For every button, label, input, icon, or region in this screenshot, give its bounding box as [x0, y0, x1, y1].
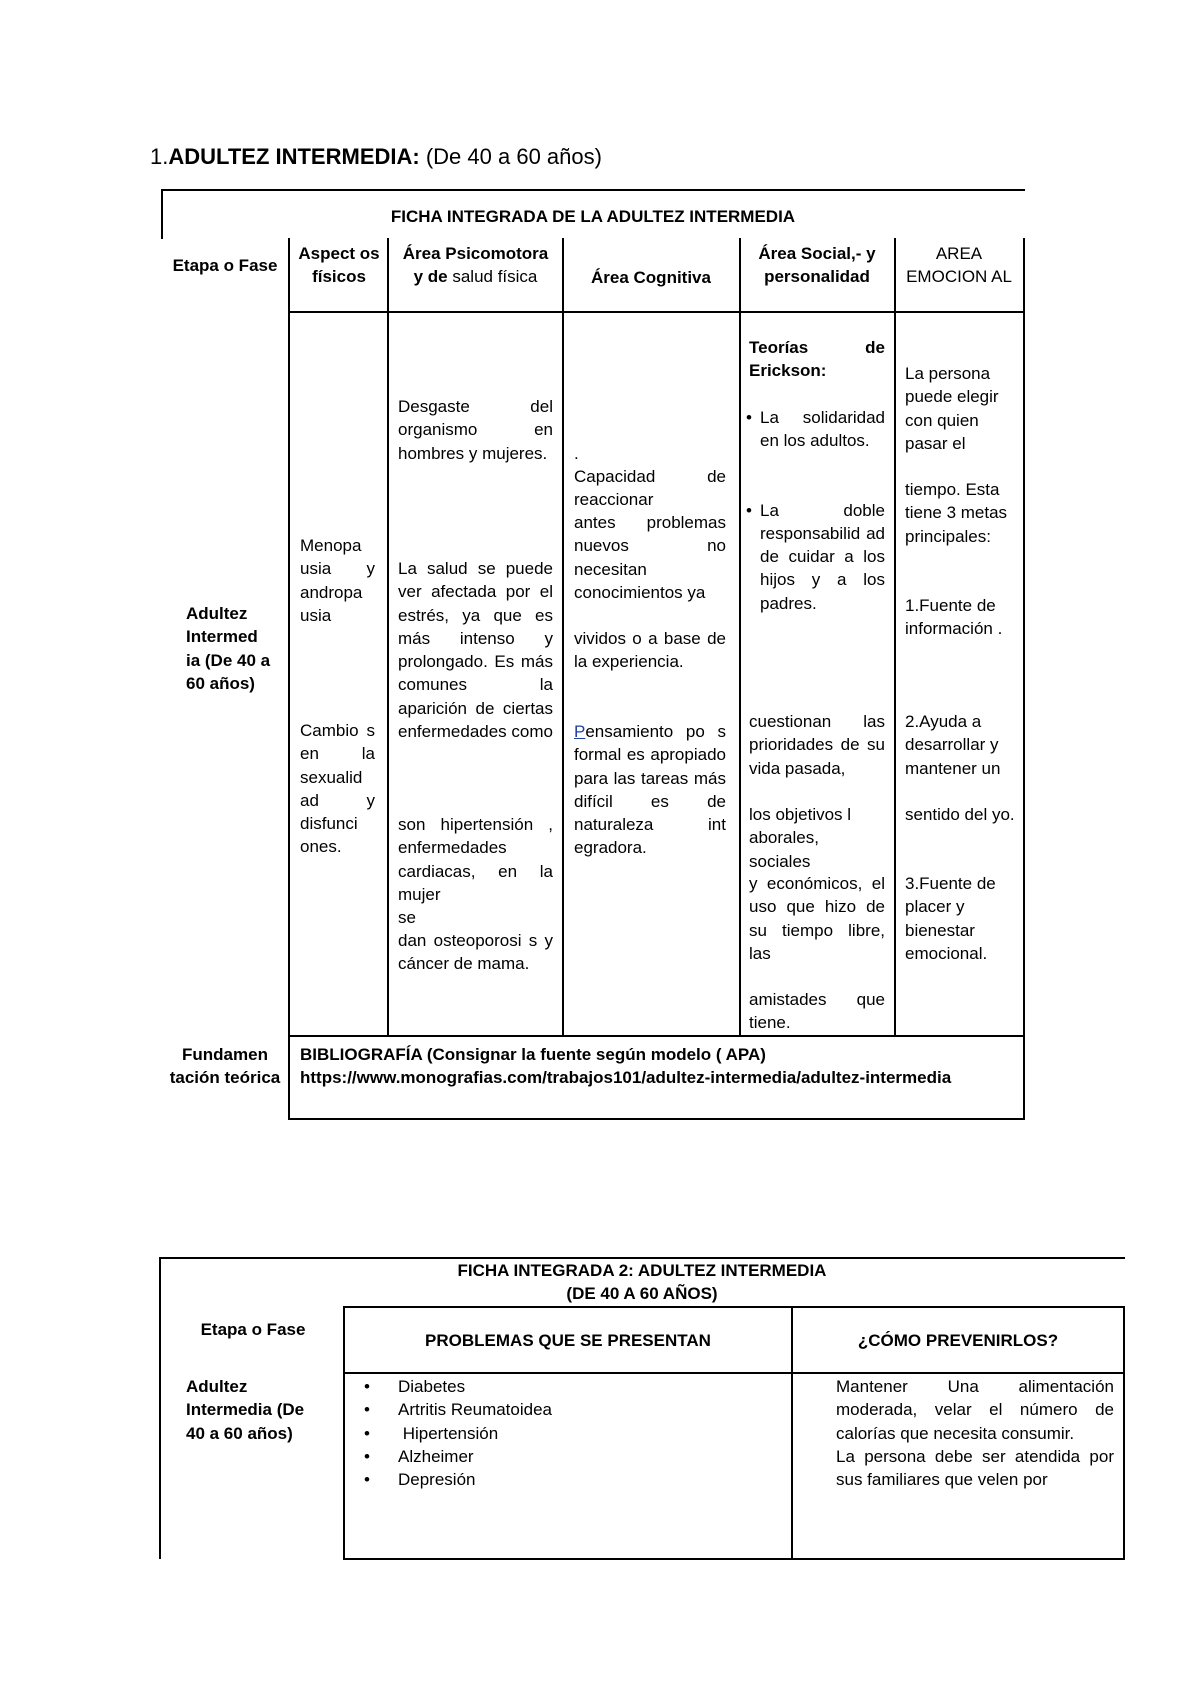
table-2-title-line2: (DE 40 A 60 AÑOS) [566, 1284, 718, 1303]
prevent-item: • Mantener Una alimentación moderada, velar el número de calorías que necesita consumir. [836, 1375, 1114, 1445]
psicomotora-p4: se [398, 908, 416, 927]
t2-header-problemas: PROBLEMAS QUE SE PRESENTAN [425, 1331, 711, 1350]
psicomotora-p3: son hipertensión , enfermedades cardiacas, en la mujer [398, 815, 553, 904]
header-aspectos-fisicos: Aspect os físicos [298, 244, 380, 287]
t2-prevenir-list [836, 1375, 1114, 1556]
section-title: ADULTEZ INTERMEDIA: [168, 144, 420, 169]
social-p4: amistades que tiene. [749, 990, 885, 1033]
header-etapa: Etapa o Fase [172, 256, 278, 275]
t2-header-prevenir: ¿CÓMO PREVENIRLOS? [857, 1331, 1059, 1350]
cognitiva-p4-first: P [574, 722, 586, 741]
emocional-p1: La persona puede elegir con quien pasar el [905, 364, 999, 453]
header-psicomotora [398, 242, 553, 289]
cognitiva-p4 [574, 720, 726, 860]
section-number: 1. [150, 144, 169, 169]
social-bullet: • La solidaridad en los adultos. [746, 406, 885, 453]
emocional-p2: tiempo. Esta tiene 3 metas principales: [905, 480, 1008, 546]
bibliografia-url[interactable]: https://www.monografias.com/trabajos101/adultez-intermedia/adultez-intermedia [300, 1068, 952, 1087]
header-psicomotora-rest: salud física [447, 267, 538, 287]
cognitiva-p1: Capacidad de reaccionar [574, 467, 726, 510]
emocional-p4: 2.Ayuda a desarrollar y mantener un [905, 712, 1001, 778]
cognitiva-dot: . [574, 444, 579, 463]
cognitiva-p3: vividos o a base de la experiencia. [574, 629, 726, 672]
stage-label: Adultez Intermed ia (De 40 a 60 años) [186, 604, 271, 693]
emocional-p3: 1.Fuente de información . [905, 596, 1003, 639]
emocional-p5: sentido del yo. [905, 805, 1015, 824]
fisicos-p2: Cambio s en la sexualid ad y disfunci ones. [300, 721, 375, 857]
problem-item: • Depresión [356, 1468, 776, 1491]
section-range: (De 40 a 60 años) [425, 144, 602, 169]
problem-item: • Diabetes [356, 1375, 776, 1398]
fundamentacion-label: Fundamen tación teórica [169, 1045, 281, 1088]
psicomotora-p5: dan osteoporosi s y cáncer de mama. [398, 931, 553, 974]
table-2-title-line1: FICHA INTEGRADA 2: ADULTEZ INTERMEDIA [457, 1261, 827, 1280]
header-cognitiva: Área Cognitiva [591, 268, 711, 287]
social-p3: y económicos, el uso que hizo de su tiempo libre, las [749, 874, 885, 963]
problem-item: • Alzheimer [356, 1445, 776, 1468]
problem-item: • Artritis Reumatoidea [356, 1398, 776, 1421]
social-bullet: • La doble responsabilid ad de cuidar a los hijos y a los padres. [746, 499, 885, 615]
table-1-title: FICHA INTEGRADA DE LA ADULTEZ INTERMEDIA [390, 207, 796, 226]
t2-problemas-list [356, 1375, 776, 1491]
social-heading: Teorías de Erickson: [749, 338, 885, 381]
fisicos-p1: Menopa usia y andropa usia [300, 536, 375, 625]
bibliografia-label: BIBLIOGRAFÍA (Consignar la fuente según modelo ( APA) [300, 1045, 766, 1064]
header-emocional: AREA EMOCION AL [906, 244, 1012, 287]
cognitiva-p2: antes problemas nuevos no necesitan conocimientos ya [574, 513, 726, 602]
psicomotora-p1: Desgaste del organismo en hombres y mujeres. [398, 397, 553, 463]
social-bullets [746, 406, 885, 615]
t2-header-etapa: Etapa o Fase [200, 1320, 306, 1339]
cognitiva-p4-rest: ensamiento po s formal es apropiado para las tareas más difícil es de naturaleza int egradora. [574, 722, 726, 858]
header-psicomotora-bold: Área Psicomotora y de [402, 244, 549, 287]
social-p2: los objetivos l aborales, sociales [749, 805, 852, 871]
header-social: Área Social,- y personalidad [758, 244, 876, 287]
prevent-item: • La persona debe ser atendida por sus familiares que velen por [836, 1445, 1114, 1492]
section-heading [150, 144, 602, 170]
emocional-p6: 3.Fuente de placer y bienestar emocional. [905, 874, 996, 963]
t2-stage-label: Adultez Intermedia (De 40 a 60 años) [186, 1377, 305, 1443]
social-p1: cuestionan las prioridades de su vida pasada, [749, 712, 885, 778]
problem-item: • Hipertensión [356, 1422, 776, 1445]
psicomotora-p2: La salud se puede ver afectada por el estrés, ya que es más intenso y prolongado. Es más comunes la aparición de ciertas enfermedades como [398, 559, 553, 742]
